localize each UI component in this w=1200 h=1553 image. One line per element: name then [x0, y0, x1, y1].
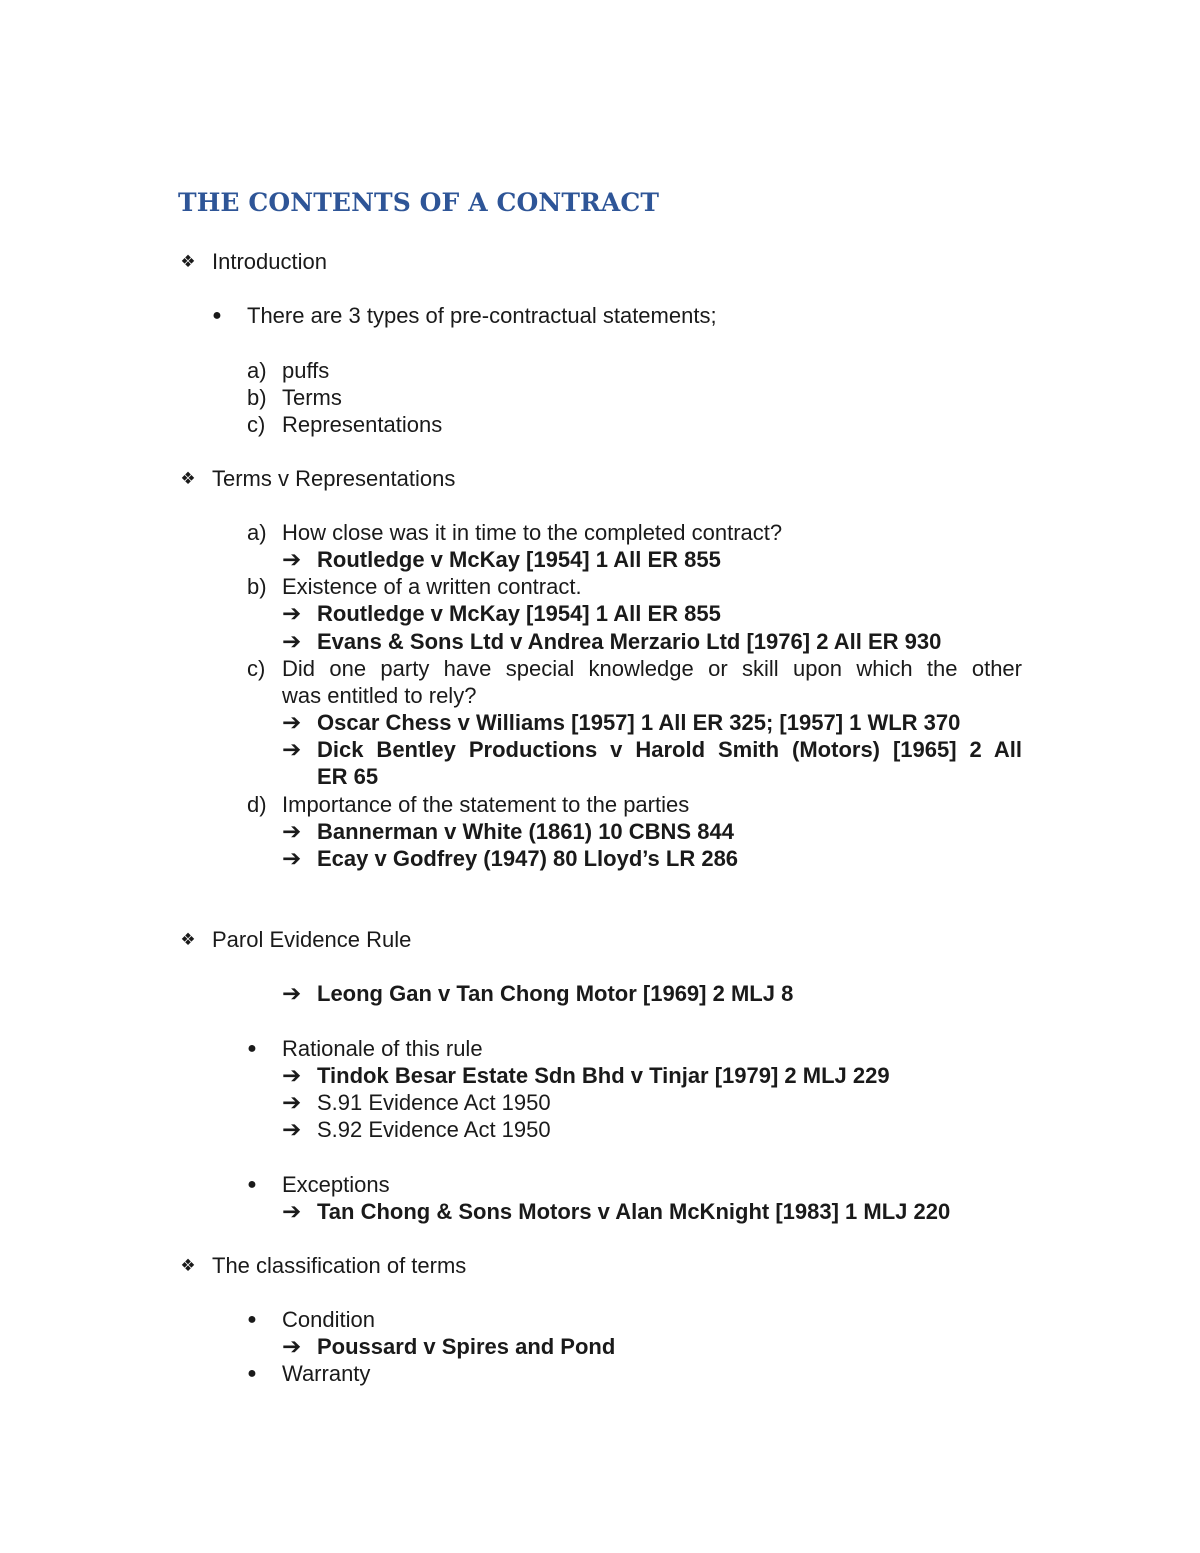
bullet-text: Condition	[282, 1307, 375, 1332]
case-name: Tan Chong & Sons Motors v Alan McKnight [1983] 1 MLJ 220	[317, 1199, 951, 1224]
page-title: THE CONTENTS OF A CONTRACT	[178, 188, 660, 217]
arrow-icon: ➔	[282, 1116, 302, 1142]
case-name: Routledge v McKay [1954] 1 All ER 855	[317, 547, 721, 572]
case-name: Bannerman v White (1861) 10 CBNS 844	[317, 819, 734, 844]
diamond-bullet-icon: ❖	[180, 469, 196, 488]
bullet-icon: ●	[247, 1176, 257, 1193]
list-label: d)	[247, 792, 267, 817]
case-name: Poussard v Spires and Pond	[317, 1334, 616, 1359]
section-heading: The classification of terms	[212, 1253, 467, 1278]
arrow-icon: ➔	[282, 546, 302, 572]
section-heading: Parol Evidence Rule	[212, 927, 412, 952]
arrow-icon: ➔	[282, 818, 302, 844]
list-text: Terms	[282, 385, 342, 410]
case-name: Dick Bentley Productions v Harold Smith (Motors) [1965] 2 All	[317, 737, 1022, 762]
statute-text: S.91 Evidence Act 1950	[317, 1090, 551, 1115]
list-text-continuation: was entitled to rely?	[282, 683, 477, 708]
arrow-icon: ➔	[282, 845, 302, 871]
statute-text: S.92 Evidence Act 1950	[317, 1117, 551, 1142]
case-name-continuation: ER 65	[317, 764, 379, 789]
bullet-text: Exceptions	[282, 1172, 390, 1197]
list-label: b)	[247, 385, 267, 410]
list-text: puffs	[282, 358, 330, 383]
arrow-icon: ➔	[282, 1062, 302, 1088]
case-name: Tindok Besar Estate Sdn Bhd v Tinjar [1979] 2 MLJ 229	[317, 1063, 890, 1088]
arrow-icon: ➔	[282, 980, 302, 1006]
list-text: How close was it in time to the completed contract?	[282, 520, 783, 545]
bullet-text: There are 3 types of pre-contractual statements;	[247, 303, 717, 328]
diamond-bullet-icon: ❖	[180, 252, 196, 271]
arrow-icon: ➔	[282, 628, 302, 654]
list-text: Did one party have special knowledge or skill upon which the other	[282, 656, 1022, 681]
list-label: a)	[247, 358, 267, 383]
diamond-bullet-icon: ❖	[180, 930, 196, 949]
arrow-icon: ➔	[282, 1089, 302, 1115]
case-name: Routledge v McKay [1954] 1 All ER 855	[317, 601, 721, 626]
list-text: Importance of the statement to the parties	[282, 792, 690, 817]
arrow-icon: ➔	[282, 1333, 302, 1359]
section-heading: Terms v Representations	[212, 466, 456, 491]
list-label: a)	[247, 520, 267, 545]
case-name: Leong Gan v Tan Chong Motor [1969] 2 MLJ 8	[317, 981, 794, 1006]
bullet-icon: ●	[212, 307, 222, 324]
bullet-icon: ●	[247, 1311, 257, 1328]
bullet-icon: ●	[247, 1365, 257, 1382]
case-name: Ecay v Godfrey (1947) 80 Lloyd’s LR 286	[317, 846, 739, 871]
list-label: c)	[247, 412, 266, 437]
arrow-icon: ➔	[282, 1198, 302, 1224]
arrow-icon: ➔	[282, 736, 302, 762]
list-text: Existence of a written contract.	[282, 574, 582, 599]
list-label: b)	[247, 574, 267, 599]
arrow-icon: ➔	[282, 600, 302, 626]
bullet-text: Warranty	[282, 1361, 371, 1386]
section-heading: Introduction	[212, 249, 327, 274]
case-name: Oscar Chess v Williams [1957] 1 All ER 325; [1957] 1 WLR 370	[317, 710, 961, 735]
list-text: Representations	[282, 412, 443, 437]
bullet-icon: ●	[247, 1040, 257, 1057]
bullet-text: Rationale of this rule	[282, 1036, 483, 1061]
diamond-bullet-icon: ❖	[180, 1256, 196, 1275]
arrow-icon: ➔	[282, 709, 302, 735]
case-name: Evans & Sons Ltd v Andrea Merzario Ltd [1976] 2 All ER 930	[317, 629, 942, 654]
list-label: c)	[247, 656, 266, 681]
